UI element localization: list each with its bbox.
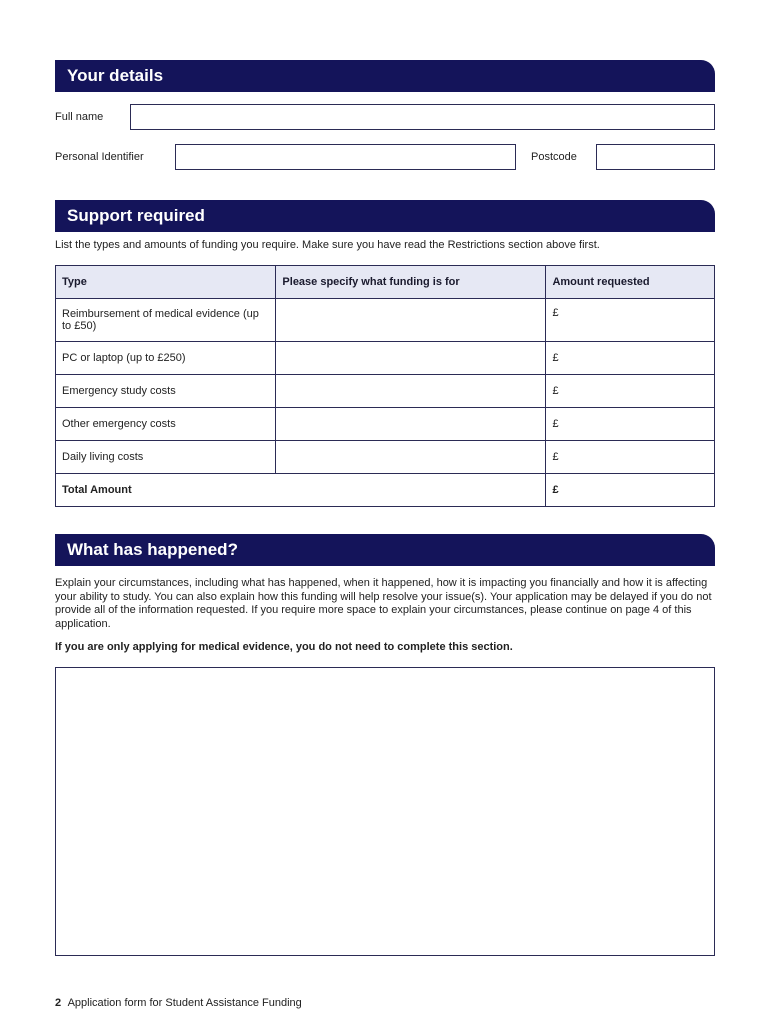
personal-identifier-field[interactable]	[175, 144, 516, 170]
table-row	[56, 342, 715, 375]
row-amount-field[interactable]: £	[546, 342, 715, 375]
postcode-field[interactable]	[596, 144, 715, 170]
row-type-cell: Daily living costs	[56, 441, 276, 474]
row-amount-field[interactable]: £	[546, 299, 715, 342]
full-name-field[interactable]	[130, 104, 715, 130]
what-happened-intro: Explain your circumstances, including what has happened, when it happened, how it is impacting you financially and how it is affecting your ability to study. You can also explain how this funding will help resolve your issue(s). Your application may be delayed if you do not provide all of the information requested. If you require more space to explain your circumstances, please continue on page 4 of this application.	[55, 577, 712, 630]
support-required-heading: Support required	[55, 200, 715, 232]
column-header-specify: Please specify what funding is for	[276, 266, 546, 299]
row-specify-field[interactable]	[276, 375, 546, 408]
row-amount-field[interactable]: £	[546, 408, 715, 441]
page-number: 2	[55, 997, 62, 1009]
row-specify-field[interactable]	[276, 408, 546, 441]
table-row	[56, 441, 715, 474]
row-amount-field[interactable]: £	[546, 441, 715, 474]
table-row	[56, 375, 715, 408]
your-details-heading: Your details	[55, 60, 715, 92]
total-amount-field[interactable]: £	[546, 474, 715, 507]
support-table	[55, 265, 715, 507]
column-header-type: Type	[56, 266, 276, 299]
table-header-row	[56, 266, 715, 299]
postcode-label: Postcode	[531, 151, 577, 163]
column-header-amount: Amount requested	[546, 266, 715, 299]
circumstances-textarea[interactable]	[55, 667, 715, 956]
footer-text: Application form for Student Assistance Funding	[67, 997, 302, 1009]
row-type-cell: Emergency study costs	[56, 375, 276, 408]
page-footer	[55, 997, 302, 1009]
row-amount-field[interactable]: £	[546, 375, 715, 408]
table-row	[56, 408, 715, 441]
medical-evidence-note: If you are only applying for medical evidence, you do not need to complete this section.	[55, 641, 513, 653]
row-specify-field[interactable]	[276, 441, 546, 474]
full-name-label: Full name	[55, 111, 104, 123]
total-amount-label: Total Amount	[56, 474, 546, 507]
support-required-intro: List the types and amounts of funding you require. Make sure you have read the Restrictions section above first.	[55, 239, 600, 251]
what-happened-heading: What has happened?	[55, 534, 715, 566]
row-type-cell: Reimbursement of medical evidence (up to £50)	[56, 299, 276, 342]
row-type-cell: PC or laptop (up to £250)	[56, 342, 276, 375]
table-row	[56, 299, 715, 342]
row-specify-field[interactable]	[276, 342, 546, 375]
row-type-cell: Other emergency costs	[56, 408, 276, 441]
row-specify-field[interactable]	[276, 299, 546, 342]
total-row	[56, 474, 715, 507]
personal-identifier-label: Personal Identifier	[55, 151, 144, 163]
